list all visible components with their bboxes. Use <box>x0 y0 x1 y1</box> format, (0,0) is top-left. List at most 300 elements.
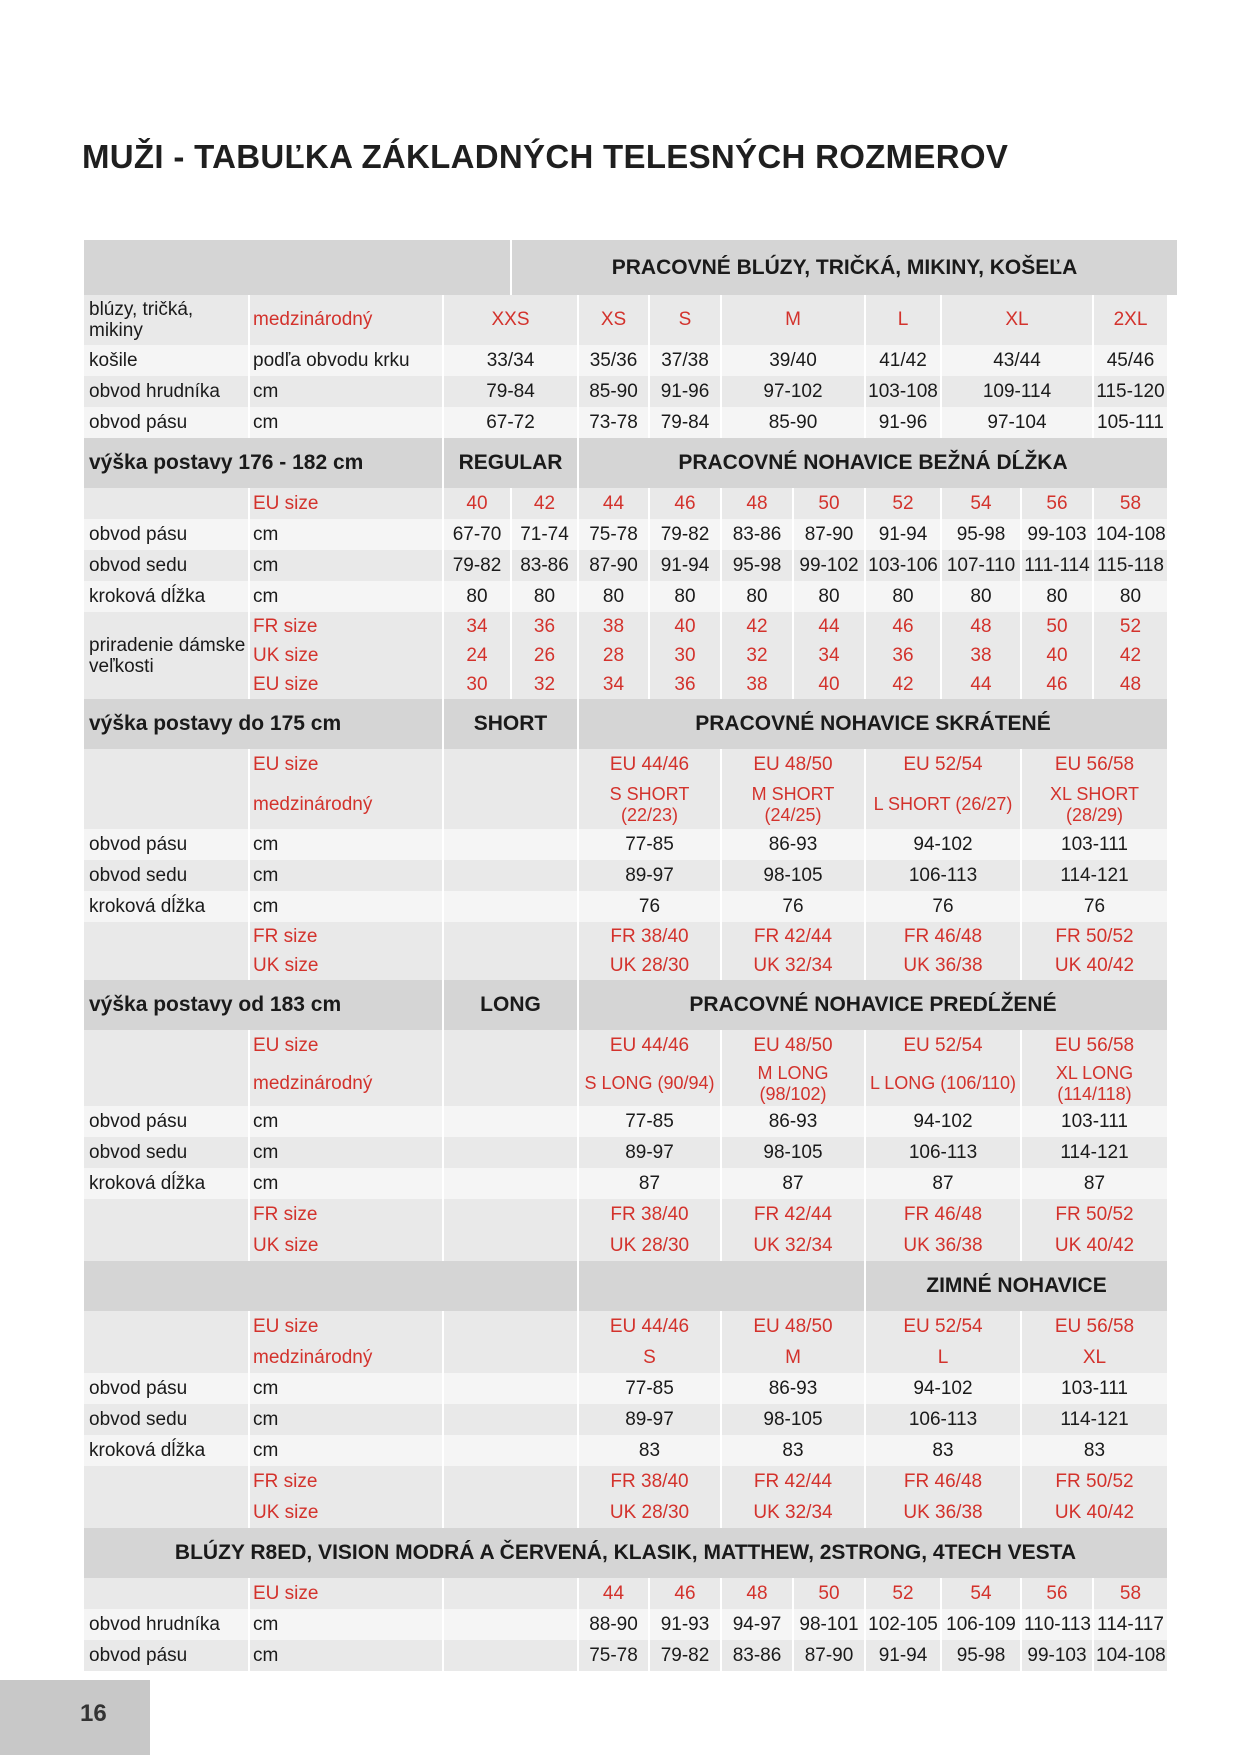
table-cell: 83 <box>866 1435 1020 1466</box>
table-cell: S SHORT (22/23) <box>579 780 720 829</box>
table-cell: 115-120 <box>1094 376 1167 407</box>
table-cell: XL LONG (114/118) <box>1022 1061 1167 1106</box>
table-cell: XXS <box>444 295 577 345</box>
table-cell: 91-93 <box>650 1609 720 1640</box>
page-number-tab <box>0 1680 150 1755</box>
table-cell: 83 <box>1022 1435 1167 1466</box>
table-cell: 94-102 <box>866 829 1020 860</box>
table-cell <box>84 749 248 780</box>
table-cell: 98-105 <box>722 1137 864 1168</box>
table-cell <box>444 1609 577 1640</box>
table-cell: UK 28/30 <box>579 1230 720 1261</box>
section-header-row <box>84 1528 1177 1578</box>
table-cell: 79-82 <box>444 550 510 581</box>
table-cell: EU 48/50 <box>722 1030 864 1061</box>
table-cell: 42 <box>722 612 792 641</box>
table-cell: REGULAR <box>444 438 577 488</box>
table-cell: 104-108 <box>1094 1640 1167 1671</box>
table-cell: cm <box>250 550 442 581</box>
table-cell: 38 <box>722 670 792 699</box>
table-cell: 77-85 <box>579 829 720 860</box>
table-cell: 115-118 <box>1094 550 1167 581</box>
table-cell: 103-111 <box>1022 829 1167 860</box>
table-cell: EU size <box>250 670 442 699</box>
table-cell <box>444 1137 577 1168</box>
table-cell: 87-90 <box>794 1640 864 1671</box>
table-cell: 24 <box>444 641 510 670</box>
size-table-body <box>84 240 1177 1671</box>
table-cell: 40 <box>1022 641 1092 670</box>
table-cell: 98-101 <box>794 1609 864 1640</box>
table-cell: 45/46 <box>1094 345 1167 376</box>
table-cell <box>444 1030 577 1061</box>
table-cell: 80 <box>650 581 720 612</box>
table-cell: 58 <box>1094 488 1167 519</box>
table-cell <box>84 951 248 980</box>
table-cell: 46 <box>650 1578 720 1609</box>
table-cell: EU 56/58 <box>1022 749 1167 780</box>
table-row <box>84 612 1177 641</box>
table-cell <box>444 1404 577 1435</box>
table-cell: 97-102 <box>722 376 864 407</box>
table-cell: 79-84 <box>444 376 577 407</box>
table-cell: 44 <box>942 670 1020 699</box>
table-cell: EU 56/58 <box>1022 1030 1167 1061</box>
table-cell: 44 <box>579 1578 648 1609</box>
table-cell: 42 <box>512 488 577 519</box>
table-cell: SHORT <box>444 699 577 749</box>
table-cell <box>84 1261 577 1311</box>
table-cell: obvod hrudníka <box>84 376 248 407</box>
table-cell: 87-90 <box>579 550 648 581</box>
table-cell: FR 46/48 <box>866 1199 1020 1230</box>
table-cell: 58 <box>1094 1578 1167 1609</box>
table-cell: EU size <box>250 1311 442 1342</box>
table-cell: L SHORT (26/27) <box>866 780 1020 829</box>
table-cell: EU 44/46 <box>579 1311 720 1342</box>
table-cell: UK 28/30 <box>579 951 720 980</box>
table-cell <box>84 488 248 519</box>
table-row <box>84 829 1177 860</box>
table-cell <box>84 1466 248 1497</box>
table-cell: 89-97 <box>579 1404 720 1435</box>
table-cell: EU size <box>250 1578 442 1609</box>
table-cell <box>444 749 577 780</box>
table-cell: 106-113 <box>866 1137 1020 1168</box>
table-cell: 91-94 <box>866 1640 940 1671</box>
table-cell <box>84 1230 248 1261</box>
table-cell: 35/36 <box>579 345 648 376</box>
table-cell: 87 <box>1022 1168 1167 1199</box>
table-cell: 50 <box>794 1578 864 1609</box>
table-row <box>84 1061 1177 1106</box>
table-cell <box>444 780 577 829</box>
table-cell: FR size <box>250 1199 442 1230</box>
table-cell: FR 38/40 <box>579 1466 720 1497</box>
table-cell: cm <box>250 891 442 922</box>
table-cell: FR size <box>250 612 442 641</box>
table-cell: 28 <box>579 641 648 670</box>
table-cell: S LONG (90/94) <box>579 1061 720 1106</box>
table-cell: UK size <box>250 1230 442 1261</box>
table-cell: EU 52/54 <box>866 1311 1020 1342</box>
table-row <box>84 1435 1177 1466</box>
table-cell: cm <box>250 1106 442 1137</box>
table-cell: cm <box>250 1137 442 1168</box>
table-cell: UK 40/42 <box>1022 951 1167 980</box>
table-cell: 87 <box>722 1168 864 1199</box>
table-cell: 80 <box>1094 581 1167 612</box>
table-cell <box>444 860 577 891</box>
table-cell: podľa obvodu krku <box>250 345 442 376</box>
table-cell: 76 <box>1022 891 1167 922</box>
table-cell: 114-117 <box>1094 1609 1167 1640</box>
table-cell: 87 <box>866 1168 1020 1199</box>
table-cell: 106-113 <box>866 860 1020 891</box>
table-cell: 79-84 <box>650 407 720 438</box>
table-cell: kroková dĺžka <box>84 891 248 922</box>
table-cell: 98-105 <box>722 1404 864 1435</box>
table-cell: 46 <box>866 612 940 641</box>
table-cell: XL <box>942 295 1092 345</box>
table-cell: 103-111 <box>1022 1106 1167 1137</box>
table-cell: 42 <box>1094 641 1167 670</box>
table-cell: 71-74 <box>512 519 577 550</box>
table-cell <box>444 891 577 922</box>
table-row <box>84 1199 1177 1230</box>
table-cell: obvod sedu <box>84 1137 248 1168</box>
table-cell: 42 <box>866 670 940 699</box>
table-cell: 87 <box>579 1168 720 1199</box>
table-cell <box>444 1230 577 1261</box>
page-title: MUŽI - TABUĽKA ZÁKLADNÝCH TELESNÝCH ROZMEROV <box>82 138 1009 175</box>
table-cell: obvod hrudníka <box>84 1609 248 1640</box>
table-cell: 95-98 <box>942 1640 1020 1671</box>
table-cell: 83-86 <box>722 1640 792 1671</box>
table-row <box>84 1342 1177 1373</box>
table-cell: cm <box>250 1168 442 1199</box>
table-cell: FR 46/48 <box>866 1466 1020 1497</box>
table-cell: 34 <box>794 641 864 670</box>
table-cell: 38 <box>942 641 1020 670</box>
table-cell: FR 46/48 <box>866 922 1020 951</box>
table-cell: 94-102 <box>866 1373 1020 1404</box>
table-row <box>84 1137 1177 1168</box>
table-row <box>84 1640 1177 1671</box>
table-cell: UK 36/38 <box>866 951 1020 980</box>
table-cell: 76 <box>866 891 1020 922</box>
table-cell: 75-78 <box>579 519 648 550</box>
table-cell: FR 50/52 <box>1022 922 1167 951</box>
table-cell: 104-108 <box>1094 519 1167 550</box>
table-row <box>84 407 1177 438</box>
table-cell: EU size <box>250 1030 442 1061</box>
table-cell: 80 <box>512 581 577 612</box>
table-cell <box>444 1106 577 1137</box>
section-header-row <box>84 980 1177 1030</box>
table-cell: 114-121 <box>1022 1137 1167 1168</box>
table-cell: 79-82 <box>650 1640 720 1671</box>
table-cell: 39/40 <box>722 345 864 376</box>
table-cell: cm <box>250 407 442 438</box>
table-cell: 91-96 <box>650 376 720 407</box>
table-cell <box>444 1342 577 1373</box>
table-cell: UK 32/34 <box>722 951 864 980</box>
table-cell: kroková dĺžka <box>84 1168 248 1199</box>
table-cell: 48 <box>942 612 1020 641</box>
table-row <box>84 1466 1177 1497</box>
table-cell: 46 <box>650 488 720 519</box>
table-cell: 103-108 <box>866 376 940 407</box>
table-cell: cm <box>250 519 442 550</box>
table-cell: 109-114 <box>942 376 1092 407</box>
table-cell: 50 <box>794 488 864 519</box>
table-cell <box>84 1030 248 1061</box>
table-cell: 32 <box>512 670 577 699</box>
table-cell: 43/44 <box>942 345 1092 376</box>
table-row <box>84 1106 1177 1137</box>
table-cell: 30 <box>444 670 510 699</box>
table-cell: 94-97 <box>722 1609 792 1640</box>
section-header-row <box>84 699 1177 749</box>
table-cell: 89-97 <box>579 860 720 891</box>
table-cell: 44 <box>794 612 864 641</box>
table-cell: 48 <box>1094 670 1167 699</box>
table-cell: S <box>650 295 720 345</box>
table-cell: 99-103 <box>1022 1640 1092 1671</box>
table-cell: 36 <box>512 612 577 641</box>
table-cell: 110-113 <box>1022 1609 1092 1640</box>
table-cell: FR 42/44 <box>722 1199 864 1230</box>
table-cell: obvod sedu <box>84 550 248 581</box>
table-cell: 34 <box>444 612 510 641</box>
table-cell <box>444 1640 577 1671</box>
table-cell: 99-103 <box>1022 519 1092 550</box>
table-cell <box>444 829 577 860</box>
table-cell: L <box>866 295 940 345</box>
table-cell <box>444 1578 577 1609</box>
table-row <box>84 581 1177 612</box>
table-cell: 40 <box>794 670 864 699</box>
table-row <box>84 1168 1177 1199</box>
table-cell <box>444 1435 577 1466</box>
table-cell: PRACOVNÉ NOHAVICE PREDĹŽENÉ <box>579 980 1167 1030</box>
table-cell: 91-94 <box>650 550 720 581</box>
table-cell <box>84 1061 248 1106</box>
table-cell: FR size <box>250 922 442 951</box>
table-cell: 80 <box>942 581 1020 612</box>
table-cell <box>84 1199 248 1230</box>
table-cell: obvod pásu <box>84 829 248 860</box>
table-cell: výška postavy do 175 cm <box>84 699 442 749</box>
size-table <box>82 240 1179 1671</box>
table-cell: PRACOVNÉ NOHAVICE BEŽNÁ DĹŽKA <box>579 438 1167 488</box>
table-cell: XS <box>579 295 648 345</box>
table-cell: 87-90 <box>794 519 864 550</box>
table-cell: 80 <box>722 581 792 612</box>
table-row <box>84 1030 1177 1061</box>
table-cell: 80 <box>444 581 510 612</box>
table-cell: cm <box>250 581 442 612</box>
table-row <box>84 1578 1177 1609</box>
table-cell: PRACOVNÉ NOHAVICE SKRÁTENÉ <box>579 699 1167 749</box>
table-cell <box>444 1373 577 1404</box>
table-cell: 83-86 <box>722 519 792 550</box>
section-header-row <box>84 438 1177 488</box>
table-row <box>84 891 1177 922</box>
table-cell <box>444 1199 577 1230</box>
table-cell: výška postavy 176 - 182 cm <box>84 438 442 488</box>
table-cell <box>84 922 248 951</box>
section-header-row <box>84 1261 1177 1311</box>
table-cell: L <box>866 1342 1020 1373</box>
table-cell: blúzy, tričká, mikiny <box>84 295 248 345</box>
table-cell: 80 <box>866 581 940 612</box>
table-cell: medzinárodný <box>250 780 442 829</box>
table-cell: 85-90 <box>722 407 864 438</box>
table-cell: 86-93 <box>722 1106 864 1137</box>
table-cell: obvod pásu <box>84 519 248 550</box>
table-cell: 91-96 <box>866 407 940 438</box>
table-cell: FR size <box>250 1466 442 1497</box>
table-cell: cm <box>250 829 442 860</box>
table-cell: EU 52/54 <box>866 1030 1020 1061</box>
table-cell: 88-90 <box>579 1609 648 1640</box>
table-cell: cm <box>250 1435 442 1466</box>
table-cell: 44 <box>579 488 648 519</box>
table-cell: EU 44/46 <box>579 1030 720 1061</box>
table-cell: 95-98 <box>722 550 792 581</box>
table-cell <box>444 1466 577 1497</box>
table-row <box>84 550 1177 581</box>
table-cell: EU 48/50 <box>722 749 864 780</box>
table-cell: cm <box>250 1404 442 1435</box>
table-cell: 76 <box>579 891 720 922</box>
table-cell <box>444 951 577 980</box>
table-cell: XL SHORT (28/29) <box>1022 780 1167 829</box>
table-cell: FR 42/44 <box>722 1466 864 1497</box>
table-cell: UK 36/38 <box>866 1230 1020 1261</box>
table-cell: 103-106 <box>866 550 940 581</box>
table-cell: 99-102 <box>794 550 864 581</box>
table-cell: obvod pásu <box>84 1106 248 1137</box>
table-cell: 79-82 <box>650 519 720 550</box>
table-cell: 86-93 <box>722 829 864 860</box>
table-cell: 85-90 <box>579 376 648 407</box>
table-cell: kroková dĺžka <box>84 581 248 612</box>
table-cell: ZIMNÉ NOHAVICE <box>866 1261 1167 1311</box>
table-cell: S <box>579 1342 720 1373</box>
table-row <box>84 1497 1177 1528</box>
table-row <box>84 376 1177 407</box>
table-cell: 30 <box>650 641 720 670</box>
table-cell: 105-111 <box>1094 407 1167 438</box>
table-cell <box>444 922 577 951</box>
table-cell: EU 44/46 <box>579 749 720 780</box>
table-cell: 36 <box>866 641 940 670</box>
table-cell: EU size <box>250 749 442 780</box>
table-cell: obvod pásu <box>84 407 248 438</box>
table-cell: UK 32/34 <box>722 1497 864 1528</box>
table-cell: BLÚZY R8ED, VISION MODRÁ A ČERVENÁ, KLASIK, MATTHEW, 2STRONG, 4TECH VESTA <box>84 1528 1167 1578</box>
table-cell: UK size <box>250 951 442 980</box>
table-cell: 38 <box>579 612 648 641</box>
table-cell: 114-121 <box>1022 860 1167 891</box>
table-cell: EU 48/50 <box>722 1311 864 1342</box>
page-number: 16 <box>80 1700 107 1727</box>
table-cell: 83 <box>722 1435 864 1466</box>
table-cell <box>84 1342 248 1373</box>
table-cell: obvod pásu <box>84 1640 248 1671</box>
table-cell: EU size <box>250 488 442 519</box>
table-cell: 86-93 <box>722 1373 864 1404</box>
table-cell: obvod pásu <box>84 1373 248 1404</box>
table-row <box>84 1373 1177 1404</box>
table-cell: UK 28/30 <box>579 1497 720 1528</box>
section-header-row <box>84 240 1177 295</box>
table-cell: 32 <box>722 641 792 670</box>
table-row <box>84 860 1177 891</box>
table-cell: EU 56/58 <box>1022 1311 1167 1342</box>
table-row <box>84 749 1177 780</box>
table-cell: 54 <box>942 488 1020 519</box>
table-cell: 106-113 <box>866 1404 1020 1435</box>
table-cell <box>444 1168 577 1199</box>
table-row <box>84 1404 1177 1435</box>
table-cell: košile <box>84 345 248 376</box>
table-row <box>84 519 1177 550</box>
table-cell: 76 <box>722 891 864 922</box>
table-cell: 48 <box>722 1578 792 1609</box>
table-cell: L LONG (106/110) <box>866 1061 1020 1106</box>
table-cell: 2XL <box>1094 295 1167 345</box>
table-row <box>84 295 1177 345</box>
table-cell: FR 42/44 <box>722 922 864 951</box>
table-cell: obvod sedu <box>84 860 248 891</box>
table-cell: EU 52/54 <box>866 749 1020 780</box>
table-cell <box>579 1261 864 1311</box>
table-cell <box>444 1497 577 1528</box>
table-cell <box>444 1311 577 1342</box>
table-cell: 95-98 <box>942 519 1020 550</box>
table-cell: medzinárodný <box>250 1342 442 1373</box>
table-cell: 52 <box>866 488 940 519</box>
table-cell <box>444 1061 577 1106</box>
table-row <box>84 922 1177 951</box>
table-cell: 36 <box>650 670 720 699</box>
table-cell: M <box>722 295 864 345</box>
table-cell: 73-78 <box>579 407 648 438</box>
table-cell: 67-72 <box>444 407 577 438</box>
table-cell: 102-105 <box>866 1609 940 1640</box>
table-cell: 97-104 <box>942 407 1092 438</box>
table-cell: 75-78 <box>579 1640 648 1671</box>
table-cell <box>84 1578 248 1609</box>
table-cell: 56 <box>1022 1578 1092 1609</box>
table-cell: 77-85 <box>579 1373 720 1404</box>
table-cell: UK 40/42 <box>1022 1497 1167 1528</box>
table-row <box>84 488 1177 519</box>
table-row <box>84 1311 1177 1342</box>
table-cell: 54 <box>942 1578 1020 1609</box>
table-cell: 50 <box>1022 612 1092 641</box>
table-cell: UK size <box>250 641 442 670</box>
table-cell: PRACOVNÉ BLÚZY, TRIČKÁ, MIKINY, KOŠEĽA <box>512 240 1177 295</box>
table-cell: 77-85 <box>579 1106 720 1137</box>
table-cell: cm <box>250 1640 442 1671</box>
table-cell: obvod sedu <box>84 1404 248 1435</box>
table-cell: M SHORT (24/25) <box>722 780 864 829</box>
